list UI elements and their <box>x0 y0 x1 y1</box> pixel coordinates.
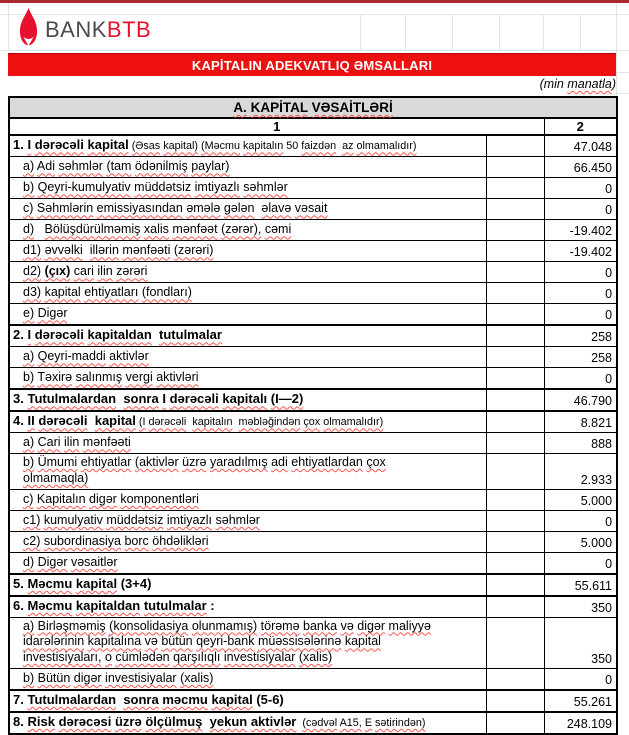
row-label-segment: c) Səhmlərin emissiyasından əmələ gələn əlavə vəsait <box>23 201 328 216</box>
row-value: -19.402 <box>544 220 617 241</box>
row-value: 47.048 <box>544 135 617 157</box>
row-value: 46.790 <box>544 389 617 411</box>
row-label-segment: d) Digər vəsaitlər <box>23 554 118 569</box>
row-empty-cell <box>486 433 544 454</box>
row-empty-cell <box>486 199 544 220</box>
table-row <box>9 220 617 241</box>
row-value: 258 <box>544 325 617 347</box>
row-label <box>9 510 486 531</box>
row-value: 248.109 <box>544 712 617 734</box>
row-value: 55.611 <box>544 574 617 596</box>
row-empty-cell <box>486 368 544 390</box>
table-row <box>9 304 617 326</box>
table-row <box>9 574 617 596</box>
row-label <box>9 712 486 734</box>
row-label-segment: (cədvəl A15, E sətirindən) <box>302 717 426 729</box>
gridline-horizontal <box>0 50 629 51</box>
column-header-1: 1 <box>9 118 544 135</box>
table-row <box>9 283 617 304</box>
row-empty-cell <box>486 617 544 668</box>
row-label-segment: a) Cari ilin mənfəəti <box>23 435 131 450</box>
row-label-segment: d1) əvvəlki illərin mənfəəti (zərəri) <box>23 243 214 258</box>
gridline-horizontal <box>616 72 629 73</box>
row-label-segment: 2. I dərəcəli kapitaldan tutulmalar <box>13 327 222 343</box>
table-row <box>9 489 617 510</box>
gridline-vertical <box>616 3 617 96</box>
row-empty-cell <box>486 489 544 510</box>
row-value: 0 <box>544 283 617 304</box>
row-empty-cell <box>486 325 544 347</box>
row-label-segment: d3) kapital ehtiyatları (fondları) <box>23 285 192 300</box>
flame-icon <box>17 7 40 47</box>
row-label-segment: (Əsas kapital) (Məcmu kapitalın 50 faizdən az olmamalıdır) <box>131 140 417 153</box>
table-row <box>9 433 617 454</box>
section-title: A. KAPİTAL VƏSAİTLƏRİ <box>9 97 617 118</box>
table-row <box>9 531 617 552</box>
row-label-segment: c) Kapitalın digər komponentləri <box>23 491 199 506</box>
report-title: KAPİTALIN ADEKVATLIQ ƏMSALLARI <box>191 57 433 73</box>
table-row <box>9 241 617 262</box>
table-row <box>9 411 617 433</box>
row-label <box>9 596 486 618</box>
table-row <box>9 596 617 618</box>
row-label <box>9 304 486 326</box>
row-label <box>9 574 486 596</box>
row-label-segment: b) Təxirə salınmış vergi aktivləri <box>23 370 199 385</box>
row-label-segment: b) Bütün digər investisiyalar (xalis) <box>23 671 214 685</box>
row-label-segment: 1. I dərəcəli kapital <box>13 137 129 153</box>
row-value: 0 <box>544 368 617 390</box>
row-value: 5.000 <box>544 489 617 510</box>
row-label-segment: d) Bölüşdürülməmiş xalis mənfəət (zərər), cəmi <box>23 222 292 237</box>
table-row <box>9 199 617 220</box>
row-value: 0 <box>544 262 617 283</box>
row-label <box>9 283 486 304</box>
row-label-segment: 4. II dərəcəli kapital <box>13 413 136 429</box>
row-value: 888 <box>544 433 617 454</box>
row-label <box>9 325 486 347</box>
row-label <box>9 433 486 454</box>
row-value: 55.261 <box>544 690 617 712</box>
row-value: 0 <box>544 552 617 574</box>
logo-btb-text: BTB <box>106 17 152 42</box>
row-empty-cell <box>486 347 544 368</box>
logo-text <box>45 13 151 41</box>
row-value: 66.450 <box>544 157 617 178</box>
row-value: 258 <box>544 347 617 368</box>
row-label <box>9 552 486 574</box>
row-empty-cell <box>486 668 544 690</box>
row-label <box>9 389 486 411</box>
row-label-segment: 3. Tutulmalardan sonra I dərəcəli kapitalı (I—2) <box>13 391 304 407</box>
row-label <box>9 617 486 668</box>
row-empty-cell <box>486 712 544 734</box>
row-empty-cell <box>486 241 544 262</box>
row-value: 350 <box>544 596 617 618</box>
row-label-segment: e) Digər <box>23 306 68 321</box>
table-row <box>9 510 617 531</box>
section-header-row <box>9 97 617 118</box>
row-label <box>9 241 486 262</box>
table-row <box>9 178 617 199</box>
row-value: 0 <box>544 199 617 220</box>
row-label <box>9 347 486 368</box>
gridline-horizontal <box>616 93 629 94</box>
table-row <box>9 262 617 283</box>
row-empty-cell <box>486 304 544 326</box>
table-row <box>9 135 617 157</box>
table-row <box>9 690 617 712</box>
gridline-vertical <box>452 14 453 50</box>
row-label <box>9 199 486 220</box>
row-value: 350 <box>544 617 617 668</box>
table-row <box>9 325 617 347</box>
row-empty-cell <box>486 510 544 531</box>
row-label <box>9 157 486 178</box>
row-label <box>9 262 486 283</box>
gridline-vertical <box>360 14 361 50</box>
table-row <box>9 347 617 368</box>
row-label <box>9 178 486 199</box>
table-row <box>9 617 617 668</box>
row-value: 8.821 <box>544 411 617 433</box>
row-empty-cell <box>486 690 544 712</box>
row-label-segment: (çıx) <box>44 264 71 279</box>
row-label-segment: a) Qeyri-maddi aktivlər <box>23 349 149 364</box>
row-value: 0 <box>544 304 617 326</box>
row-label-segment: (I dərəcəli kapitalın məbləğindən çox olmamalıdır) <box>138 416 384 429</box>
row-label-segment: c1) kumulyativ müddətsiz imtiyazlı səhmlər <box>23 512 260 527</box>
row-empty-cell <box>486 157 544 178</box>
row-value: 0 <box>544 510 617 531</box>
gridline-vertical <box>543 14 544 50</box>
table-row <box>9 668 617 690</box>
unit-note-word: manatla <box>567 77 612 91</box>
gridline-vertical <box>499 14 500 50</box>
row-empty-cell <box>486 552 544 574</box>
row-empty-cell <box>486 411 544 433</box>
row-value: -19.402 <box>544 241 617 262</box>
row-empty-cell <box>486 283 544 304</box>
row-label <box>9 411 486 433</box>
row-value: 0 <box>544 668 617 690</box>
table-row <box>9 712 617 734</box>
top-red-bar <box>0 0 629 3</box>
row-label <box>9 368 486 390</box>
row-label-segment: d2) <box>23 264 42 279</box>
table-row <box>9 454 617 490</box>
row-empty-cell <box>486 596 544 618</box>
table-row <box>9 157 617 178</box>
unit-note-suffix: ) <box>611 77 616 91</box>
row-value: 0 <box>544 178 617 199</box>
logo-bank-text: BANK <box>45 17 107 42</box>
row-empty-cell <box>486 178 544 199</box>
gridline-vertical <box>405 14 406 50</box>
row-label <box>9 489 486 510</box>
row-label-segment: cari ilin zərəri <box>73 264 148 279</box>
report-title-banner <box>8 53 616 76</box>
row-label <box>9 135 486 157</box>
row-empty-cell <box>486 531 544 552</box>
gridline-vertical <box>580 14 581 50</box>
row-empty-cell <box>486 220 544 241</box>
column-number-row <box>9 118 617 135</box>
row-label <box>9 531 486 552</box>
row-label-segment: 6. Məcmu kapitaldan tutulmalar : <box>13 597 215 613</box>
row-label-segment: c2) subordinasiya borc öhdəlikləri <box>23 533 209 548</box>
row-label-segment: 8. Risk dərəcəsi üzrə ölçülmuş yekun aktivlər <box>13 714 297 729</box>
row-label <box>9 220 486 241</box>
row-label-segment: 5. Məcmu kapital (3+4) <box>13 575 152 591</box>
row-empty-cell <box>486 135 544 157</box>
row-value: 5.000 <box>544 531 617 552</box>
row-label <box>9 668 486 690</box>
row-label-segment: 7. Tutulmalardan sonra məcmu kapital (5-6) <box>13 692 284 707</box>
column-header-2: 2 <box>544 118 617 135</box>
unit-note-prefix: (min <box>539 77 568 91</box>
capital-adequacy-table <box>8 96 618 735</box>
row-label-segment: b) Ümumi ehtiyatlar (aktivlər üzrə yaradılmış adi ehtiyatlardan çox olmamaqla) <box>23 455 386 485</box>
table-row <box>9 552 617 574</box>
row-label-segment: a) Birləşməmiş (konsolidasiya olunmamış) törəmə banka və digər maliyyə idarələrinin kapitalına və bütün qeyri-bank müəssisələrinə kapital investisiyaları, o cümlədən qarşılıqlı investisiyalar (xalis) <box>23 618 431 664</box>
gridline-vertical <box>8 3 9 50</box>
unit-note <box>540 77 616 91</box>
row-label-segment: a) Adi səhmlər (tam ödənilmiş paylar) <box>23 159 230 174</box>
capital-table-body <box>9 135 617 734</box>
row-label <box>9 454 486 490</box>
bank-btb-logo <box>17 7 151 47</box>
row-empty-cell <box>486 389 544 411</box>
row-empty-cell <box>486 454 544 490</box>
row-label-segment: b) Qeyri-kumulyativ müddətsiz imtiyazlı səhmlər <box>23 180 288 195</box>
row-value: 2.933 <box>544 454 617 490</box>
row-empty-cell <box>486 574 544 596</box>
table-row <box>9 389 617 411</box>
row-label <box>9 690 486 712</box>
table-row <box>9 368 617 390</box>
row-empty-cell <box>486 262 544 283</box>
